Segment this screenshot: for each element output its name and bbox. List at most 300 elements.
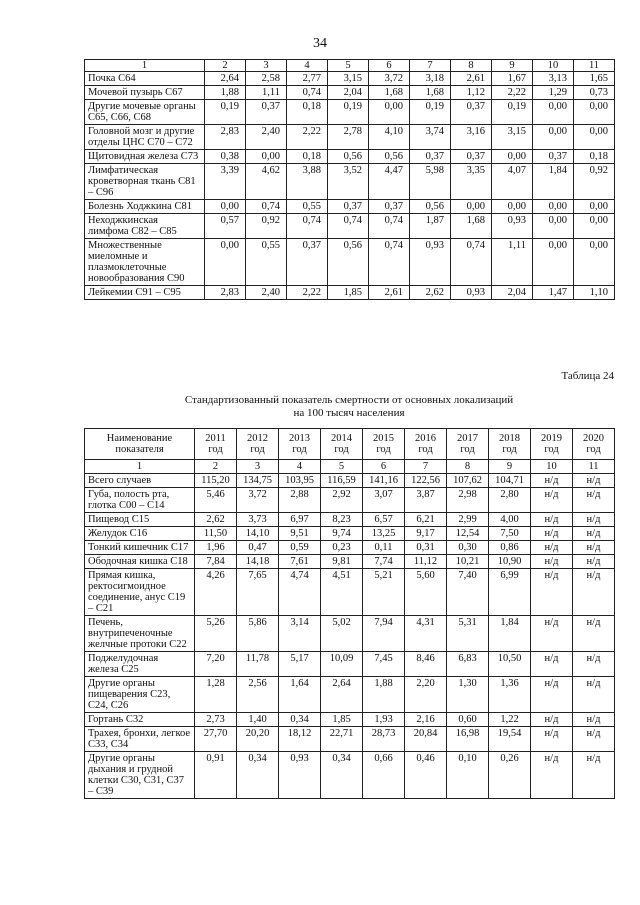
value-cell: 0,00 — [574, 125, 615, 150]
table-row — [85, 125, 615, 150]
mortality-table — [84, 428, 615, 799]
row-label: Гортань С32 — [85, 713, 195, 727]
value-cell: 3,15 — [492, 125, 533, 150]
value-cell: 0,92 — [574, 164, 615, 200]
value-cell: 2,64 — [321, 677, 363, 713]
column-header: 2019 год — [531, 429, 573, 460]
value-cell: 1,68 — [451, 214, 492, 239]
value-cell: 7,94 — [363, 616, 405, 652]
value-cell: 1,84 — [489, 616, 531, 652]
column-number-cell: 3 — [246, 60, 287, 72]
value-cell: н/д — [573, 555, 615, 569]
value-cell: 0,73 — [574, 86, 615, 100]
value-cell: 5,98 — [410, 164, 451, 200]
value-cell: 2,40 — [246, 286, 287, 300]
value-cell: 10,21 — [447, 555, 489, 569]
value-cell: 0,34 — [279, 713, 321, 727]
value-cell: 0,38 — [205, 150, 246, 164]
table-row — [85, 214, 615, 239]
table-row — [85, 86, 615, 100]
value-cell: 0,10 — [447, 752, 489, 799]
value-cell: 20,20 — [237, 727, 279, 752]
table-row — [85, 150, 615, 164]
row-label: Печень, внутрипеченочные желчные протоки С22 — [85, 616, 195, 652]
column-number-cell: 4 — [279, 460, 321, 474]
value-cell: 2,22 — [287, 125, 328, 150]
value-cell: 3,07 — [363, 488, 405, 513]
value-cell: 0,00 — [492, 200, 533, 214]
table-title — [84, 394, 614, 420]
table-row — [85, 72, 615, 86]
table-row — [85, 164, 615, 200]
value-cell: 5,02 — [321, 616, 363, 652]
value-cell: 0,74 — [369, 239, 410, 286]
row-label: Прямая кишка, ректосигмоидное соединение, анус С19 – С21 — [85, 569, 195, 616]
value-cell: н/д — [573, 713, 615, 727]
value-cell: 0,74 — [451, 239, 492, 286]
value-cell: 0,37 — [246, 100, 287, 125]
column-header: 2011 год — [195, 429, 237, 460]
value-cell: 2,92 — [321, 488, 363, 513]
value-cell: 2,61 — [369, 286, 410, 300]
value-cell: 0,00 — [533, 200, 574, 214]
table-row — [85, 513, 615, 527]
value-cell: 13,25 — [363, 527, 405, 541]
column-number-cell: 5 — [321, 460, 363, 474]
table-row — [85, 527, 615, 541]
column-header: 2017 год — [447, 429, 489, 460]
column-number-cell: 4 — [287, 60, 328, 72]
value-cell: 1,10 — [574, 286, 615, 300]
value-cell: 116,59 — [321, 474, 363, 488]
value-cell: 0,55 — [287, 200, 328, 214]
value-cell: 5,17 — [279, 652, 321, 677]
value-cell: 0,37 — [328, 200, 369, 214]
value-cell: 0,74 — [287, 86, 328, 100]
value-cell: 16,98 — [447, 727, 489, 752]
value-cell: 0,60 — [447, 713, 489, 727]
value-cell: 19,54 — [489, 727, 531, 752]
column-number-cell: 10 — [533, 60, 574, 72]
value-cell: 1,11 — [492, 239, 533, 286]
row-label: Лимфатическая кроветворная ткань С81 – С96 — [85, 164, 205, 200]
value-cell: 14,10 — [237, 527, 279, 541]
column-header: Наименование показателя — [85, 429, 195, 460]
value-cell: н/д — [531, 677, 573, 713]
value-cell: 0,93 — [492, 214, 533, 239]
value-cell: 0,19 — [328, 100, 369, 125]
value-cell: 3,74 — [410, 125, 451, 150]
value-cell: 122,56 — [405, 474, 447, 488]
value-cell: 4,00 — [489, 513, 531, 527]
value-cell: н/д — [573, 727, 615, 752]
value-cell: 2,83 — [205, 286, 246, 300]
column-header: 2013 год — [279, 429, 321, 460]
value-cell: 1,65 — [574, 72, 615, 86]
table-row — [85, 752, 615, 799]
value-cell: 0,00 — [533, 125, 574, 150]
value-cell: 0,47 — [237, 541, 279, 555]
value-cell: 2,04 — [492, 286, 533, 300]
value-cell: н/д — [573, 527, 615, 541]
value-cell: 1,11 — [246, 86, 287, 100]
value-cell: н/д — [573, 652, 615, 677]
value-cell: 0,56 — [328, 150, 369, 164]
table-row — [85, 239, 615, 286]
value-cell: 0,26 — [489, 752, 531, 799]
value-cell: н/д — [531, 652, 573, 677]
value-cell: 0,93 — [410, 239, 451, 286]
value-cell: 3,15 — [328, 72, 369, 86]
value-cell: 4,51 — [321, 569, 363, 616]
value-cell: 12,54 — [447, 527, 489, 541]
value-cell: 5,31 — [447, 616, 489, 652]
row-label: Щитовидная железа С73 — [85, 150, 205, 164]
row-label: Ободочная кишка С18 — [85, 555, 195, 569]
value-cell: 0,91 — [195, 752, 237, 799]
value-cell: 0,55 — [246, 239, 287, 286]
value-cell: 18,12 — [279, 727, 321, 752]
table-row — [85, 652, 615, 677]
value-cell: 0,37 — [451, 150, 492, 164]
value-cell: 0,23 — [321, 541, 363, 555]
value-cell: 1,96 — [195, 541, 237, 555]
value-cell: 0,00 — [574, 100, 615, 125]
value-cell: 0,46 — [405, 752, 447, 799]
value-cell: 3,14 — [279, 616, 321, 652]
value-cell: 0,34 — [321, 752, 363, 799]
value-cell: 0,00 — [533, 100, 574, 125]
value-cell: н/д — [531, 752, 573, 799]
value-cell: 1,47 — [533, 286, 574, 300]
value-cell: 0,37 — [287, 239, 328, 286]
row-label: Другие органы пищеварения С23, С24, С26 — [85, 677, 195, 713]
value-cell: 1,85 — [321, 713, 363, 727]
value-cell: 14,18 — [237, 555, 279, 569]
row-label: Мочевой пузырь С67 — [85, 86, 205, 100]
value-cell: 0,00 — [574, 214, 615, 239]
value-cell: 0,74 — [369, 214, 410, 239]
value-cell: 1,29 — [533, 86, 574, 100]
value-cell: 1,40 — [237, 713, 279, 727]
value-cell: 1,85 — [328, 286, 369, 300]
value-cell: 0,00 — [533, 239, 574, 286]
value-cell: н/д — [531, 488, 573, 513]
row-label: Лейкемии С91 – С95 — [85, 286, 205, 300]
column-number-cell: 5 — [328, 60, 369, 72]
column-number-cell: 7 — [410, 60, 451, 72]
value-cell: 0,74 — [287, 214, 328, 239]
value-cell: 107,62 — [447, 474, 489, 488]
value-cell: 0,31 — [405, 541, 447, 555]
column-header: 2016 год — [405, 429, 447, 460]
column-number-cell: 9 — [492, 60, 533, 72]
value-cell: 0,93 — [451, 286, 492, 300]
column-number-cell: 1 — [85, 60, 205, 72]
value-cell: 8,46 — [405, 652, 447, 677]
value-cell: 3,18 — [410, 72, 451, 86]
value-cell: 0,93 — [279, 752, 321, 799]
column-number-cell: 2 — [195, 460, 237, 474]
table-title-line-1: Стандартизованный показатель смертности от основных локализаций — [184, 394, 514, 406]
page-number: 34 — [313, 36, 327, 51]
column-number-row — [85, 60, 615, 72]
value-cell: 5,46 — [195, 488, 237, 513]
value-cell: 2,58 — [246, 72, 287, 86]
value-cell: 0,18 — [574, 150, 615, 164]
column-number-cell: 11 — [574, 60, 615, 72]
table-row — [85, 569, 615, 616]
value-cell: 0,34 — [237, 752, 279, 799]
value-cell: 0,86 — [489, 541, 531, 555]
table-row — [85, 555, 615, 569]
value-cell: 2,78 — [328, 125, 369, 150]
value-cell: н/д — [573, 752, 615, 799]
value-cell: 7,74 — [363, 555, 405, 569]
value-cell: 1,68 — [410, 86, 451, 100]
value-cell: 4,07 — [492, 164, 533, 200]
row-label: Всего случаев — [85, 474, 195, 488]
table-row — [85, 616, 615, 652]
value-cell: 7,61 — [279, 555, 321, 569]
value-cell: 2,77 — [287, 72, 328, 86]
value-cell: 4,31 — [405, 616, 447, 652]
value-cell: н/д — [573, 488, 615, 513]
value-cell: 5,86 — [237, 616, 279, 652]
value-cell: 1,22 — [489, 713, 531, 727]
value-cell: н/д — [531, 727, 573, 752]
value-cell: 11,78 — [237, 652, 279, 677]
value-cell: 7,40 — [447, 569, 489, 616]
value-cell: 9,51 — [279, 527, 321, 541]
top-data-table — [84, 59, 615, 300]
value-cell: 2,22 — [287, 286, 328, 300]
value-cell: 28,73 — [363, 727, 405, 752]
value-cell: 3,16 — [451, 125, 492, 150]
value-cell: 0,92 — [246, 214, 287, 239]
value-cell: 7,45 — [363, 652, 405, 677]
value-cell: 2,04 — [328, 86, 369, 100]
value-cell: н/д — [531, 569, 573, 616]
value-cell: 2,99 — [447, 513, 489, 527]
value-cell: 7,65 — [237, 569, 279, 616]
table-row — [85, 286, 615, 300]
value-cell: 0,18 — [287, 100, 328, 125]
value-cell: 2,20 — [405, 677, 447, 713]
value-cell: 6,57 — [363, 513, 405, 527]
value-cell: 2,62 — [410, 286, 451, 300]
table-row — [85, 677, 615, 713]
column-header: 2020 год — [573, 429, 615, 460]
value-cell: 1,68 — [369, 86, 410, 100]
value-cell: 1,28 — [195, 677, 237, 713]
value-cell: 5,21 — [363, 569, 405, 616]
value-cell: 1,84 — [533, 164, 574, 200]
value-cell: 0,59 — [279, 541, 321, 555]
value-cell: 4,47 — [369, 164, 410, 200]
value-cell: 4,10 — [369, 125, 410, 150]
value-cell: 104,71 — [489, 474, 531, 488]
value-cell: 10,50 — [489, 652, 531, 677]
column-header: 2014 год — [321, 429, 363, 460]
value-cell: н/д — [573, 474, 615, 488]
row-label: Болезнь Ходжкина С81 — [85, 200, 205, 214]
value-cell: н/д — [531, 541, 573, 555]
row-label: Губа, полость рта, глотка С00 – С14 — [85, 488, 195, 513]
value-cell: 0,19 — [410, 100, 451, 125]
value-cell: 0,00 — [492, 150, 533, 164]
row-label: Желудок С16 — [85, 527, 195, 541]
value-cell: 10,90 — [489, 555, 531, 569]
value-cell: 0,66 — [363, 752, 405, 799]
value-cell: 0,37 — [369, 200, 410, 214]
value-cell: 9,74 — [321, 527, 363, 541]
value-cell: 1,88 — [363, 677, 405, 713]
row-label: Другие органы дыхания и грудной клетки С30, С31, С37 – С39 — [85, 752, 195, 799]
table-row — [85, 713, 615, 727]
value-cell: 0,00 — [574, 239, 615, 286]
value-cell: 0,74 — [328, 214, 369, 239]
value-cell: 0,57 — [205, 214, 246, 239]
value-cell: 11,12 — [405, 555, 447, 569]
value-cell: 0,37 — [533, 150, 574, 164]
value-cell: 3,72 — [237, 488, 279, 513]
value-cell: 1,88 — [205, 86, 246, 100]
value-cell: 0,56 — [410, 200, 451, 214]
value-cell: 9,17 — [405, 527, 447, 541]
table-title-line-2: на 100 тысяч населения — [293, 407, 405, 419]
value-cell: 11,50 — [195, 527, 237, 541]
value-cell: 0,30 — [447, 541, 489, 555]
value-cell: 134,75 — [237, 474, 279, 488]
value-cell: 0,74 — [246, 200, 287, 214]
row-label: Тонкий кишечник С17 — [85, 541, 195, 555]
value-cell: 1,67 — [492, 72, 533, 86]
value-cell: 2,56 — [237, 677, 279, 713]
value-cell: 7,20 — [195, 652, 237, 677]
value-cell: 2,62 — [195, 513, 237, 527]
column-number-cell: 11 — [573, 460, 615, 474]
value-cell: 3,87 — [405, 488, 447, 513]
value-cell: 0,19 — [205, 100, 246, 125]
table-row — [85, 100, 615, 125]
column-header: 2012 год — [237, 429, 279, 460]
value-cell: н/д — [531, 713, 573, 727]
value-cell: 2,16 — [405, 713, 447, 727]
column-header: 2018 год — [489, 429, 531, 460]
value-cell: 0,00 — [574, 200, 615, 214]
value-cell: 0,00 — [369, 100, 410, 125]
value-cell: 22,71 — [321, 727, 363, 752]
value-cell: н/д — [573, 541, 615, 555]
value-cell: 6,83 — [447, 652, 489, 677]
value-cell: 6,99 — [489, 569, 531, 616]
value-cell: 1,30 — [447, 677, 489, 713]
value-cell: н/д — [573, 513, 615, 527]
value-cell: 0,00 — [451, 200, 492, 214]
column-number-cell: 1 — [85, 460, 195, 474]
value-cell: 10,09 — [321, 652, 363, 677]
value-cell: 3,13 — [533, 72, 574, 86]
column-number-cell: 9 — [489, 460, 531, 474]
column-number-cell: 3 — [237, 460, 279, 474]
value-cell: 0,11 — [363, 541, 405, 555]
table-row — [85, 541, 615, 555]
value-cell: 3,52 — [328, 164, 369, 200]
table-row — [85, 200, 615, 214]
value-cell: 141,16 — [363, 474, 405, 488]
value-cell: 0,56 — [369, 150, 410, 164]
value-cell: 0,37 — [451, 100, 492, 125]
value-cell: 0,00 — [533, 214, 574, 239]
table-row — [85, 474, 615, 488]
value-cell: 1,12 — [451, 86, 492, 100]
value-cell: 27,70 — [195, 727, 237, 752]
value-cell: 2,98 — [447, 488, 489, 513]
value-cell: 8,23 — [321, 513, 363, 527]
row-label: Пищевод С15 — [85, 513, 195, 527]
value-cell: 1,64 — [279, 677, 321, 713]
value-cell: 9,81 — [321, 555, 363, 569]
value-cell: 3,35 — [451, 164, 492, 200]
value-cell: 1,36 — [489, 677, 531, 713]
row-label: Трахея, бронхи, легкое С33, С34 — [85, 727, 195, 752]
value-cell: 115,20 — [195, 474, 237, 488]
value-cell: 7,50 — [489, 527, 531, 541]
column-header: 2015 год — [363, 429, 405, 460]
value-cell: 0,56 — [328, 239, 369, 286]
table-caption: Таблица 24 — [561, 370, 614, 382]
value-cell: н/д — [531, 513, 573, 527]
value-cell: 4,74 — [279, 569, 321, 616]
value-cell: 2,80 — [489, 488, 531, 513]
value-cell: 5,60 — [405, 569, 447, 616]
value-cell: 20,84 — [405, 727, 447, 752]
value-cell: 6,21 — [405, 513, 447, 527]
value-cell: 2,64 — [205, 72, 246, 86]
value-cell: 0,19 — [492, 100, 533, 125]
value-cell: 2,61 — [451, 72, 492, 86]
value-cell: 4,26 — [195, 569, 237, 616]
table-row — [85, 727, 615, 752]
value-cell: 1,93 — [363, 713, 405, 727]
value-cell: н/д — [531, 555, 573, 569]
value-cell: 3,73 — [237, 513, 279, 527]
row-label: Почка С64 — [85, 72, 205, 86]
value-cell: 3,88 — [287, 164, 328, 200]
column-number-cell: 10 — [531, 460, 573, 474]
column-number-cell: 8 — [451, 60, 492, 72]
row-label: Множественные миеломные и плазмоклеточные новообразования С90 — [85, 239, 205, 286]
value-cell: 0,00 — [246, 150, 287, 164]
column-number-cell: 6 — [363, 460, 405, 474]
value-cell: 2,40 — [246, 125, 287, 150]
row-label: Головной мозг и другие отделы ЦНС С70 – С72 — [85, 125, 205, 150]
column-number-row — [85, 460, 615, 474]
value-cell: н/д — [573, 677, 615, 713]
value-cell: н/д — [573, 616, 615, 652]
value-cell: 2,83 — [205, 125, 246, 150]
value-cell: 103,95 — [279, 474, 321, 488]
value-cell: 2,22 — [492, 86, 533, 100]
value-cell: 3,72 — [369, 72, 410, 86]
row-label: Неходжкинская лимфома С82 – С85 — [85, 214, 205, 239]
value-cell: н/д — [531, 474, 573, 488]
value-cell: 6,97 — [279, 513, 321, 527]
table-row — [85, 488, 615, 513]
column-number-cell: 2 — [205, 60, 246, 72]
value-cell: 2,88 — [279, 488, 321, 513]
